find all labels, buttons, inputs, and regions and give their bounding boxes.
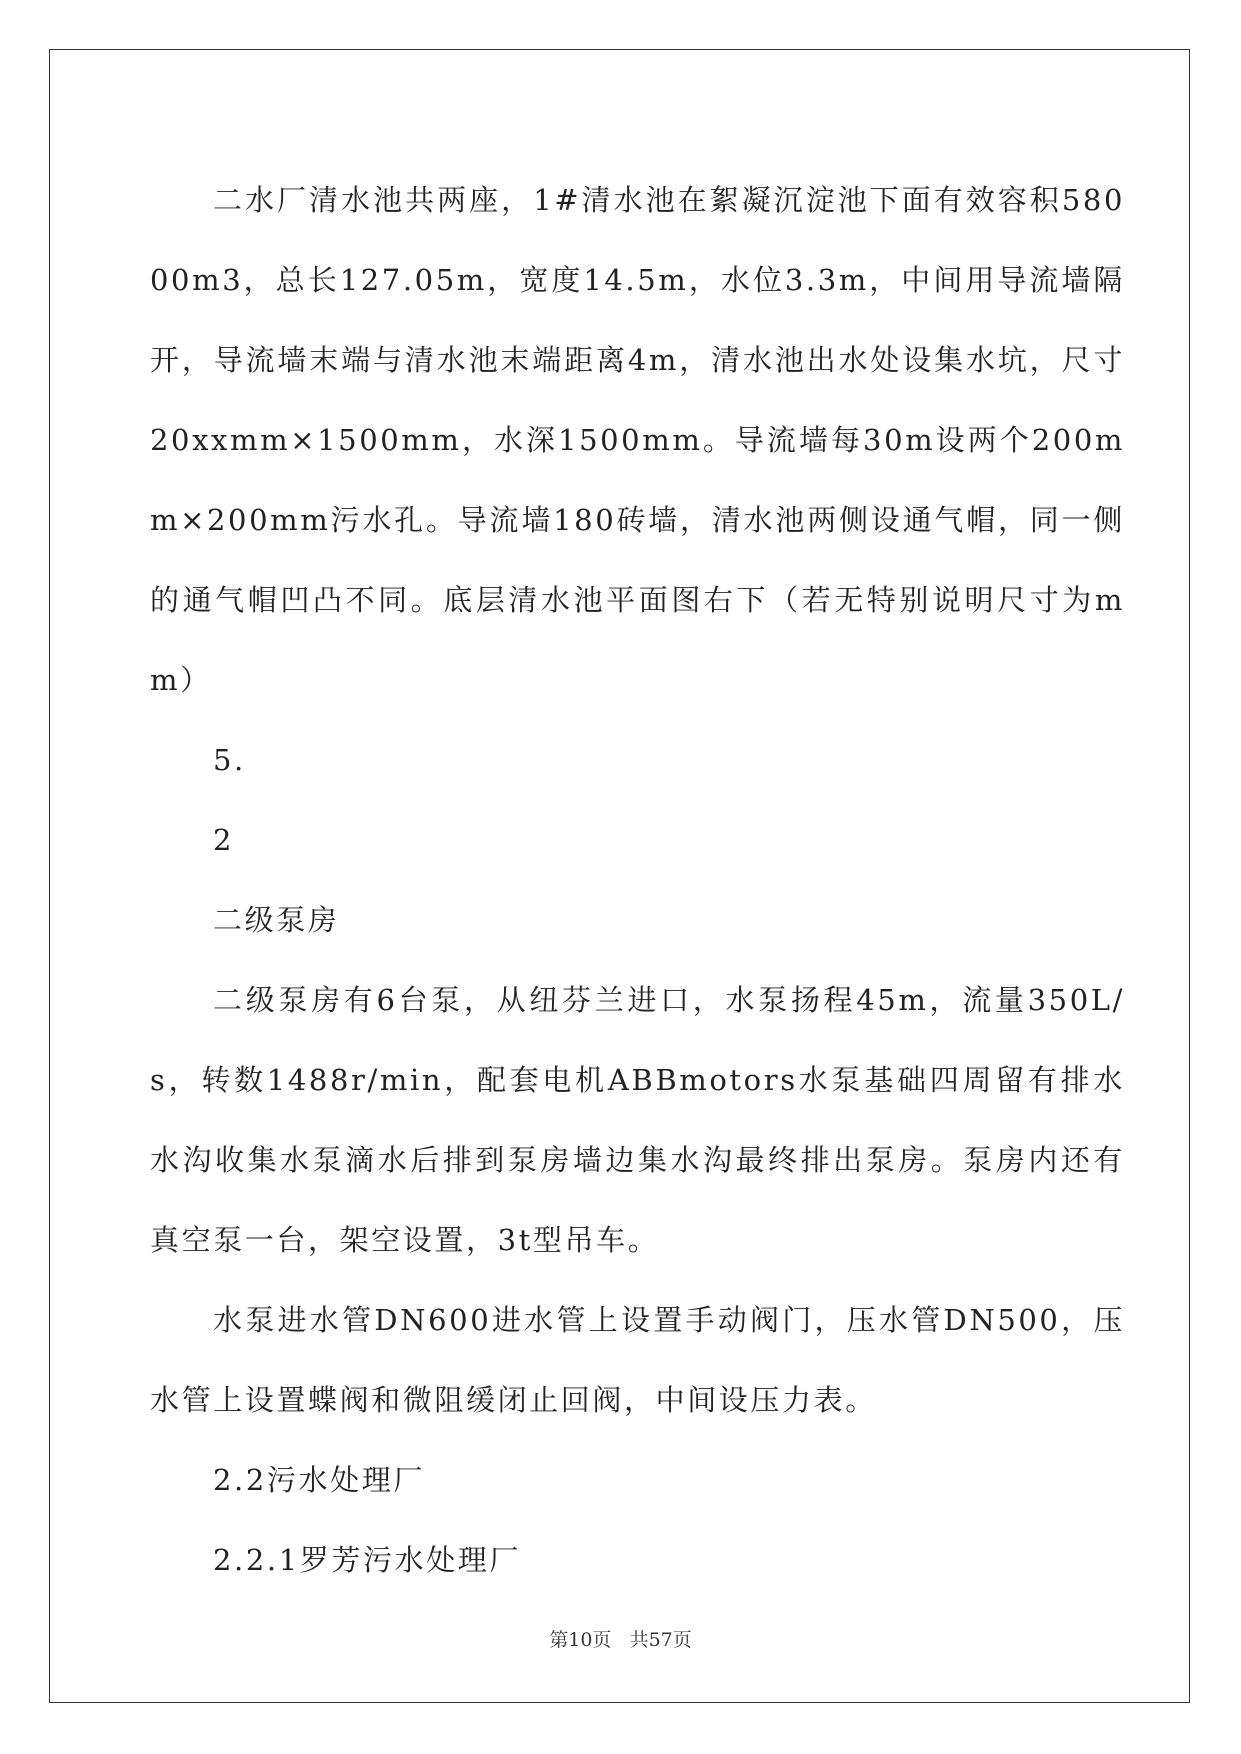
paragraph-pump-pipes: 水泵进水管DN600进水管上设置手动阀门，压水管DN500，压水管上设置蝶阀和微阻缓闭止回阀，中间设压力表。 <box>150 1303 1125 1417</box>
document-body <box>150 160 1125 1600</box>
page-total: 共57页 <box>629 1629 692 1651</box>
page-number: 第10页 <box>549 1629 612 1651</box>
paragraph-pump-house-description: 二级泵房有6台泵，从纽芬兰进口，水泵扬程45m，流量350L/s，转数1488r/min，配套电机ABBmotors水泵基础四周留有排水水沟收集水泵滴水后排到泵房墙边集水沟最终排出泵房。泵房内还有真空泵一台，架空设置，3t型吊车。 <box>150 983 1125 1257</box>
heading-sewage-plant: 2.2污水处理厂 <box>213 1463 425 1497</box>
paragraph-clear-water-tank: 二水厂清水池共两座，1#清水池在絮凝沉淀池下面有效容积58000m3，总长127.05m，宽度14.5m，水位3.3m，中间用导流墙隔开，导流墙末端与清水池末端距离4m，清水池出水处设集水坑，尺寸20xxmm×1500mm，水深1500mm。导流墙每30m设两个200mm×200mm污水孔。导流墙180砖墙，清水池两侧设通气帽，同一侧的通气帽凹凸不同。底层清水池平面图右下（若无特别说明尺寸为mm） <box>150 183 1125 697</box>
section-number-part-1: 5. <box>213 743 246 777</box>
heading-luofang-sewage-plant: 2.2.1罗芳污水处理厂 <box>213 1543 521 1577</box>
heading-secondary-pump-house: 二级泵房 <box>213 903 340 937</box>
footer-spacer <box>611 1629 629 1651</box>
page-footer <box>0 1625 1241 1652</box>
section-number-part-2: 2 <box>213 823 235 857</box>
